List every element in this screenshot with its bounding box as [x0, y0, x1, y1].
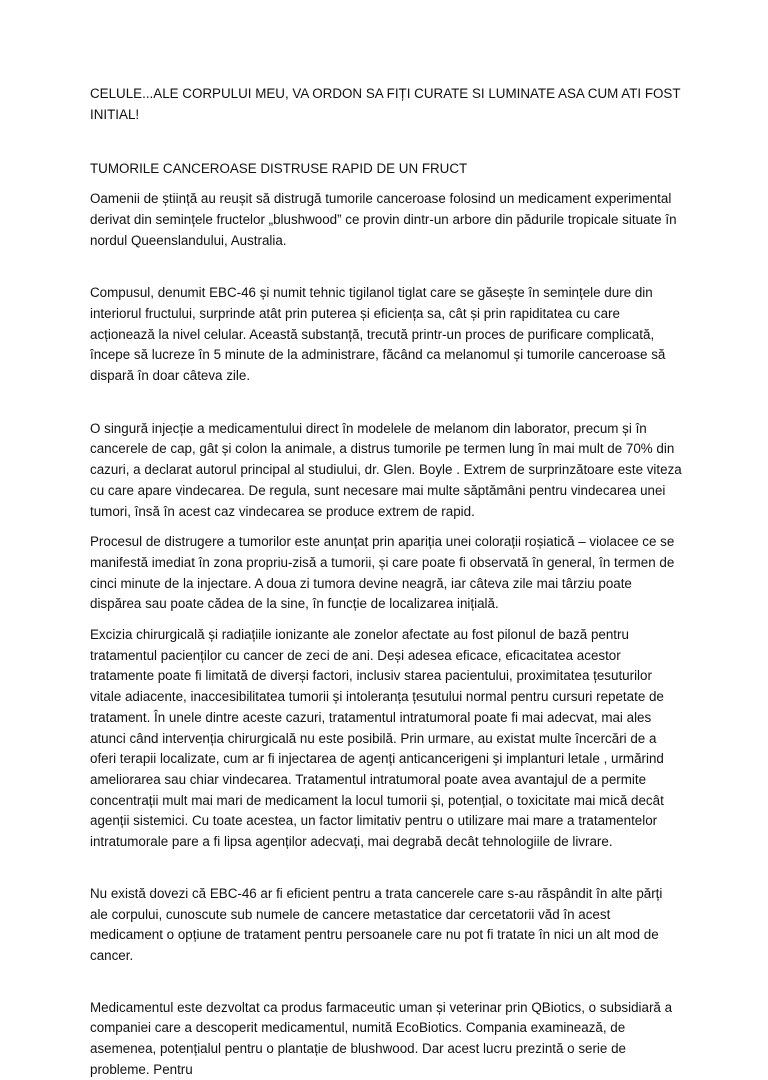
document-heading-2: TUMORILE CANCEROASE DISTRUSE RAPID DE UN FRUCT	[90, 161, 468, 177]
paragraph-surgery: Excizia chirurgicală și radiațiile ionizante ale zonelor afectate au fost pilonul de bază pentru tratamentul pacienților cu cancer de zeci de ani. Deși adesea eficace, eficacitatea acestor tratamente poate fi limitată de diverși factori, inclusiv starea pacientului, proximitatea țesuturilor vitale adiacente, inaccesibilitatea tumorii și intoleranța țesutului normal pentru cursuri repetate de tratament. În unele dintre aceste cazuri, tratamentul intratumoral poate fi mai adecvat, mai ales atunci când intervenția chirurgicală nu este posibilă. Prin urmare, au existat multe încercări de a oferi terapii localizate, cum ar fi injectarea de agenți anticancerigeni și implanturi letale , urmărind ameliorarea sau chiar vindecarea. Tratamentul intratumoral poate avea avantajul de a permite concentrații mult mai mari de medicament la locul tumorii și, potențial, o toxicitate mai mică decât agenții sistemici. Cu toate acestea, un factor limitativ pentru o utilizare mai mare a tratamentelor intratumorale pare a fi lipsa agenților adecvați, mai degrabă decât tehnologiile de livrare.	[90, 627, 664, 850]
paragraph-evidence: Nu există dovezi că EBC-46 ar fi eficient pentru a trata cancerele care s-au răspândit în alte părți ale corpului, cunoscute sub numele de cancere metastatice dar cercetatorii văd în acest medicament o opțiune de tratament pentru persoanele care nu pot fi tratate în nici un alt mod de cancer.	[90, 885, 663, 963]
paragraph-intro: Oamenii de știință au reușit să distrugă tumorile canceroase folosind un medicament experimental derivat din semințele fructelor „blushwood” ce provin dintr-un arbore din pădurile tropicale situate în nordul Queenslandului, Australia.	[90, 191, 677, 248]
document-heading-1: CELULE...ALE CORPULUI MEU, VA ORDON SA FIȚI CURATE SI LUMINATE ASA CUM ATI FOST INITIAL!	[90, 86, 681, 122]
paragraph-injection: O singură injecție a medicamentului direct în modelele de melanom din laborator, precum și în cancerele de cap, gât și colon la animale, a distrus tumorile pe termen lung în mai mult de 70% din cazuri, a declarat autorul principal al studiului, dr. Glen. Boyle . Extrem de surprinzătoare este viteza cu care apare vindecarea. De regula, sunt necesare mai multe săptămâni pentru vindecarea unei tumori, însă în acest caz vindecarea se produce extrem de rapid.	[90, 420, 682, 519]
paragraph-process: Procesul de distrugere a tumorilor este anunțat prin apariția unei colorații roșiatică – violacee ce se manifestă imediat în zona propriu-zisă a tumorii, și care poate fi observată în general, în termen de cinci minute de la injectare. A doua zi tumora devine neagră, iar câteva zile mai târziu poate dispărea sau poate cădea de la sine, în funcție de localizarea inițială.	[90, 534, 675, 612]
document-page	[90, 84, 682, 1080]
paragraph-compound: Compusul, denumit EBC-46 și numit tehnic tigilanol tiglat care se găsește în semințele dure din interiorul fructului, surprinde atât prin puterea și eficiența sa, cât și prin rapiditatea cu care acționează la nivel celular. Această substanță, trecută printr-un proces de purificare complicată, începe să lucreze în 5 minute de la administrare, făcând ca melanomul și tumorile canceroase să dispară în doar câteva zile.	[90, 285, 666, 384]
paragraph-development: Medicamentul este dezvoltat ca produs farmaceutic uman și veterinar prin QBiotics, o subsidiară a companiei care a descoperit medicamentul, numită EcoBiotics. Compania examinează, de asemenea, potențialul pentru o plantație de blushwood. Dar acest lucru prezintă o serie de probleme. Pentru	[90, 999, 673, 1077]
